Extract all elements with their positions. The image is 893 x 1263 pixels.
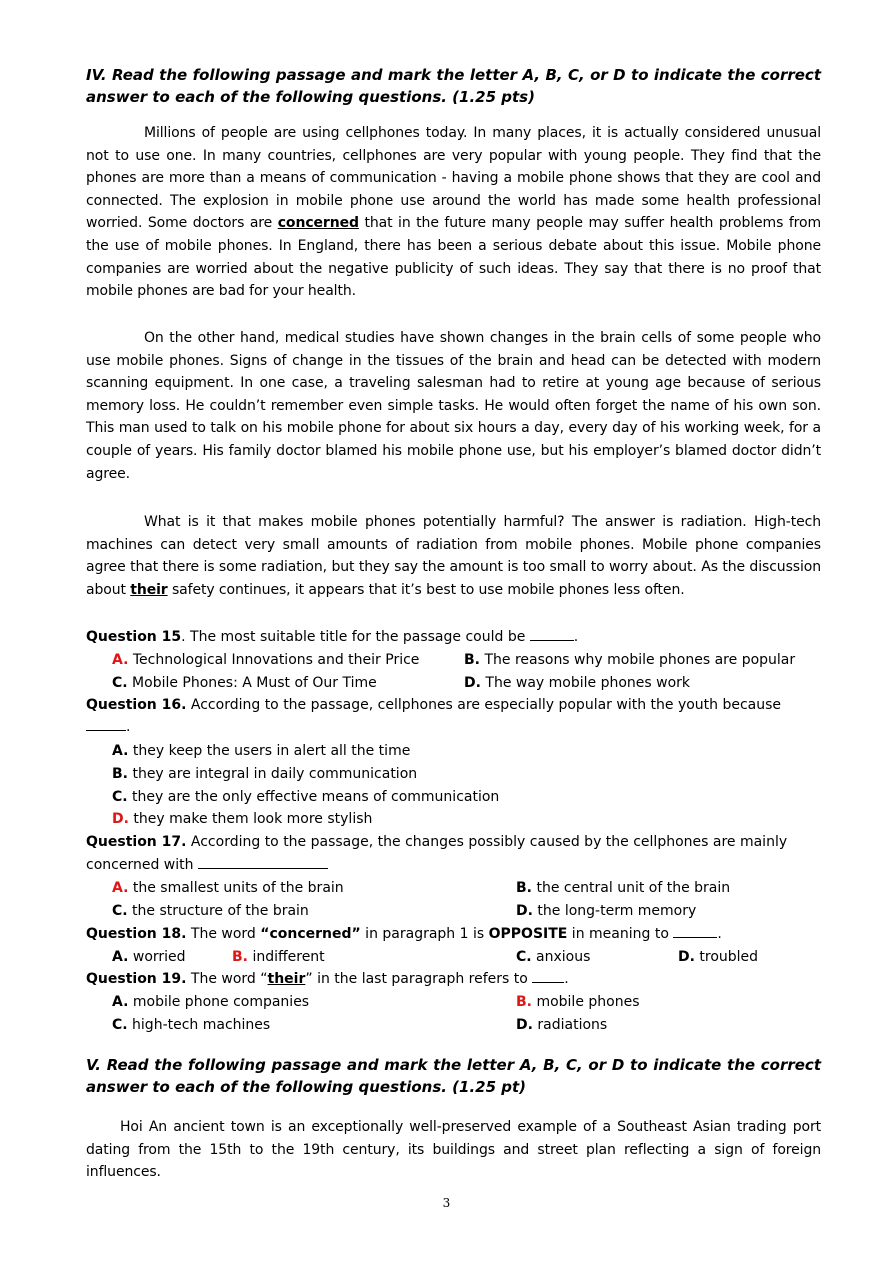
q19-option-b[interactable] — [516, 991, 640, 1013]
question-15-text: . The most suitable title for the passage could be — [181, 629, 530, 645]
option-letter: A. — [112, 949, 129, 965]
q18-option-c[interactable] — [516, 946, 590, 968]
question-18-end: . — [717, 926, 722, 942]
question-15-stem — [86, 626, 821, 648]
option-letter: A. — [112, 994, 129, 1010]
option-letter: C. — [112, 675, 128, 691]
question-18-opposite: OPPOSITE — [488, 926, 568, 942]
option-letter: B. — [232, 949, 248, 965]
q16-option-a[interactable] — [112, 740, 410, 762]
option-letter: C. — [112, 903, 128, 919]
q16-option-d[interactable] — [112, 808, 372, 830]
question-15-number: Question 15 — [86, 629, 182, 645]
answer-blank — [532, 968, 564, 983]
option-text: anxious — [531, 949, 591, 965]
option-text: Mobile Phones: A Must of Our Time — [127, 675, 377, 691]
question-16-text: According to the passage, cellphones are especially popular with the youth because — [186, 697, 782, 713]
option-text: they keep the users in alert all the time — [128, 743, 411, 759]
q18-option-b[interactable] — [232, 946, 325, 968]
option-letter: B. — [464, 652, 480, 668]
option-text: The reasons why mobile phones are popular — [480, 652, 796, 668]
option-text: mobile phone companies — [128, 994, 310, 1010]
question-18-text-a: The word — [186, 926, 261, 942]
q17-option-d[interactable] — [516, 900, 696, 922]
question-16-number: Question 16. — [86, 697, 187, 713]
question-18-stem — [86, 923, 821, 945]
underlined-word-their: their — [130, 581, 168, 598]
page-number: 3 — [442, 1196, 451, 1210]
q15-option-b[interactable] — [464, 649, 795, 671]
option-text: high-tech machines — [127, 1017, 271, 1033]
option-text: the long-term memory — [532, 903, 697, 919]
option-letter: A. — [112, 743, 129, 759]
option-text: they are the only effective means of communication — [127, 789, 500, 805]
p3-text-a: What is it that makes mobile phones potentially harmful? The answer is radiation. High-tech machines can detect very small amounts of radiation from mobile phones. Mobile phone companies agree that there is some radiation, but they say the amount is too small to worry about. As the discussion about — [86, 514, 821, 598]
option-text: they make them look more stylish — [128, 811, 373, 827]
option-letter: A. — [112, 880, 129, 896]
option-text: Technological Innovations and their Price — [128, 652, 420, 668]
option-text: they are integral in daily communication — [128, 766, 418, 782]
question-17-text: According to the passage, the changes possibly caused by the cellphones are mainly — [186, 834, 788, 850]
option-letter: B. — [516, 994, 532, 1010]
option-letter: C. — [112, 789, 128, 805]
option-letter: D. — [516, 903, 533, 919]
q15-option-c[interactable] — [112, 672, 377, 694]
option-text: mobile phones — [532, 994, 640, 1010]
q19-option-d[interactable] — [516, 1014, 607, 1036]
option-text: The way mobile phones work — [480, 675, 691, 691]
option-text: the central unit of the brain — [532, 880, 731, 896]
q17-option-c[interactable] — [112, 900, 309, 922]
passage-paragraph-3 — [86, 511, 821, 601]
question-18-word: “concerned” — [260, 926, 361, 942]
option-letter: A. — [112, 652, 129, 668]
option-letter: C. — [112, 1017, 128, 1033]
question-19-text-b: ” in the last paragraph refers to — [305, 971, 533, 987]
question-17-line-2 — [86, 854, 821, 876]
q19-option-c[interactable] — [112, 1014, 270, 1036]
question-16-blank-line — [86, 716, 821, 738]
q16-option-c[interactable] — [112, 786, 499, 808]
option-letter: D. — [516, 1017, 533, 1033]
option-letter: D. — [464, 675, 481, 691]
answer-blank — [86, 716, 126, 731]
underlined-word-concerned: concerned — [277, 215, 359, 232]
section-v-paragraph-1: Hoi An ancient town is an exceptionally well-preserved example of a Southeast Asian trading port dating from the 15th to the 19th century, its buildings and street plan reflecting a sign of foreign influences. — [86, 1119, 821, 1181]
option-text: the structure of the brain — [127, 903, 309, 919]
question-17-number: Question 17. — [86, 834, 187, 850]
q17-option-b[interactable] — [516, 877, 730, 899]
q18-option-a[interactable] — [112, 946, 186, 968]
option-letter: B. — [112, 766, 128, 782]
q15-option-a[interactable] — [112, 649, 419, 671]
answer-blank — [198, 854, 328, 869]
p3-text-b: safety continues, it appears that it’s best to use mobile phones less often. — [167, 581, 685, 598]
question-16-end: . — [126, 719, 131, 735]
option-text: worried — [128, 949, 186, 965]
question-19-number: Question 19. — [86, 971, 187, 987]
question-19-text-a: The word “ — [186, 971, 268, 987]
p1-text-b: that in the future many people may suffer health problems from the use of mobile phones. In England, there has been a serious debate about this issue. Mobile phone companies are worried about the negative publicity of such ideas. They say that there is no proof that mobile phones are bad for your health. — [86, 215, 821, 300]
question-17-stem — [86, 831, 821, 853]
question-16-stem — [86, 694, 821, 716]
q17-option-a[interactable] — [112, 877, 344, 899]
q19-option-a[interactable] — [112, 991, 309, 1013]
question-19-end: . — [564, 971, 569, 987]
q18-option-d[interactable] — [678, 946, 758, 968]
question-19-word: their — [267, 971, 306, 987]
passage-paragraph-2: On the other hand, medical studies have shown changes in the brain cells of some people who use mobile phones. Signs of change in the tissues of the brain and head can be detected with modern scanning equipment. In one case, a traveling salesman had to retire at young age because of serious memory loss. He couldn’t remember even simple tasks. He would often forget the name of his own son. This man used to talk on his mobile phone for about six hours a day, every day of his working week, for a couple of years. His family doctor blamed his mobile phone use, but his employer’s blamed doctor didn’t agree. — [86, 330, 821, 482]
p1-text-a: Millions of people are using cellphones today. In many places, it is actually considered unusual not to use one. In many countries, cellphones are very popular with young people. They find that the phones are more than a means of communication - having a mobile phone shows that they are cool and connected. The explosion in mobile phone use around the world has made some health professional worried. Some doctors are — [86, 125, 821, 232]
option-text: indifferent — [248, 949, 325, 965]
question-18-number: Question 18. — [86, 926, 187, 942]
option-text: the smallest units of the brain — [128, 880, 344, 896]
question-15-end: . — [573, 629, 579, 645]
answer-blank — [530, 626, 574, 641]
section-v-heading: V. Read the following passage and mark the letter A, B, C, or D to indicate the correct answer to each of the following questions. (1.25 pt) — [86, 1056, 821, 1096]
option-text: troubled — [694, 949, 759, 965]
option-text: radiations — [532, 1017, 608, 1033]
question-18-text-c: in meaning to — [567, 926, 674, 942]
option-letter: D. — [112, 811, 129, 827]
question-19-stem — [86, 968, 821, 990]
question-18-text-b: in paragraph 1 is — [360, 926, 489, 942]
passage-paragraph-1 — [86, 122, 821, 303]
section-iv-heading: IV. Read the following passage and mark the letter A, B, C, or D to indicate the correct answer to each of the following questions. (1.25 pts) — [86, 66, 821, 106]
q15-option-d[interactable] — [464, 672, 690, 694]
q16-option-b[interactable] — [112, 763, 417, 785]
answer-blank — [673, 923, 717, 938]
question-17-text-2: concerned with — [86, 857, 198, 873]
option-letter: D. — [678, 949, 695, 965]
option-letter: C. — [516, 949, 532, 965]
option-letter: B. — [516, 880, 532, 896]
